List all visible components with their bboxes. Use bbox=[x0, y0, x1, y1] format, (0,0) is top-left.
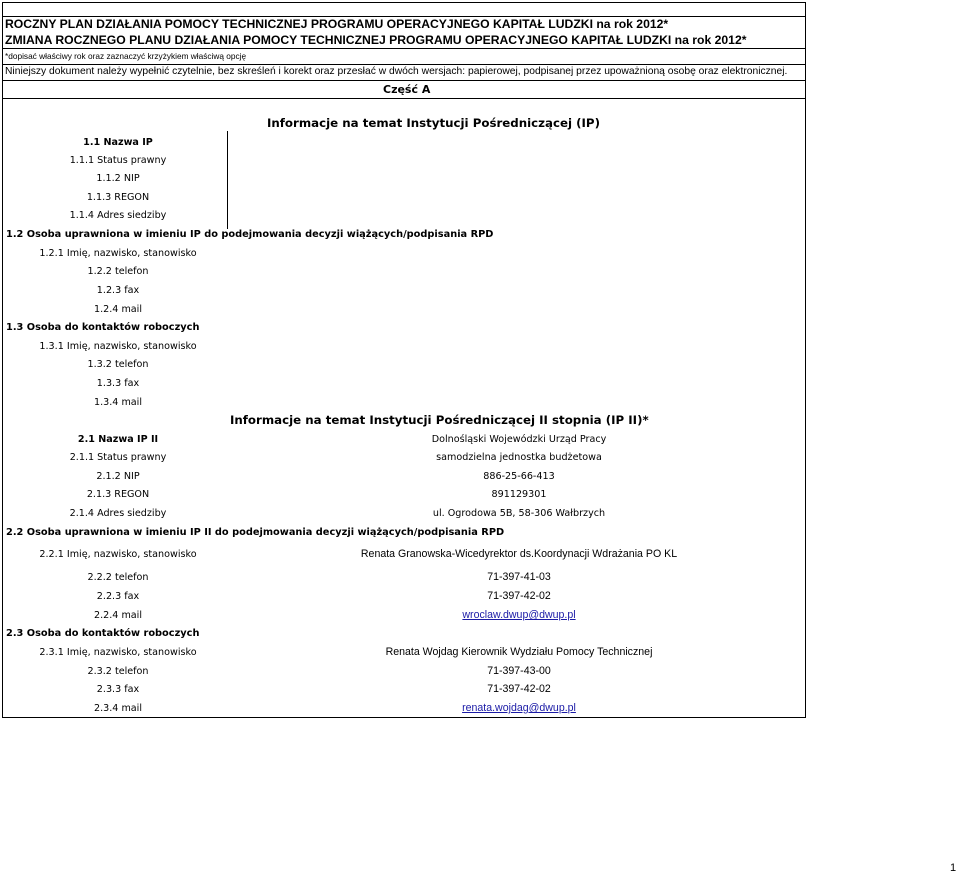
rule bbox=[3, 80, 805, 81]
ip2-regon-value: 891129301 bbox=[491, 489, 547, 500]
page-number: 1 bbox=[950, 862, 957, 874]
ip2-regon-label: 2.1.3 REGON bbox=[86, 489, 150, 500]
ip2-auth-phone-label: 2.2.2 telefon bbox=[87, 572, 149, 583]
rule bbox=[3, 98, 805, 99]
form-sheet bbox=[2, 2, 806, 718]
ip2-address-value: ul. Ogrodowa 5B, 58-306 Wałbrzych bbox=[432, 508, 606, 519]
ip2-contact-mail-cell bbox=[233, 702, 805, 714]
ip2-auth-fax-label: 2.2.3 fax bbox=[96, 591, 140, 602]
ip2-auth-name-label: 2.2.1 Imię, nazwisko, stanowisko bbox=[39, 549, 197, 560]
rule bbox=[3, 48, 805, 49]
ip-auth-fax-label: 1.2.3 fax bbox=[96, 285, 140, 296]
footnote: *dopisać właściwy rok oraz zaznaczyć krzyżykiem właściwą opcję bbox=[5, 51, 247, 61]
ip2-contact-fax-label: 2.3.3 fax bbox=[96, 684, 140, 695]
ip2-auth-mail-cell bbox=[233, 609, 805, 621]
ip-auth-phone-label: 1.2.2 telefon bbox=[87, 266, 149, 277]
ip2-contact-name-label: 2.3.1 Imię, nazwisko, stanowisko bbox=[39, 647, 197, 658]
ip2-auth-mail-label: 2.2.4 mail bbox=[93, 610, 142, 621]
ip2-nip-label: 2.1.2 NIP bbox=[96, 471, 140, 482]
ip-auth-title: 1.2 Osoba uprawniona w imieniu IP do podejmowania decyzji wiążących/podpisania RPD bbox=[6, 229, 494, 240]
ip-auth-mail-label: 1.2.4 mail bbox=[93, 304, 142, 315]
ip2-contact-title: 2.3 Osoba do kontaktów roboczych bbox=[6, 628, 200, 639]
ip2-auth-name-value: Renata Granowska-Wicedyrektor ds.Koordynacji Wdrażania PO KL bbox=[360, 548, 678, 560]
ip2-contact-mail-link[interactable]: renata.wojdag@dwup.pl bbox=[462, 702, 576, 714]
section-ip2-title: Informacje na temat Instytucji Pośredniczącej II stopnia (IP II)* bbox=[230, 413, 649, 427]
ip2-contact-phone-label: 2.3.2 telefon bbox=[87, 666, 149, 677]
ip-regon-label: 1.1.3 REGON bbox=[86, 192, 150, 203]
ip-contact-title: 1.3 Osoba do kontaktów roboczych bbox=[6, 322, 200, 333]
ip2-name-label: 2.1 Nazwa IP II bbox=[77, 434, 159, 445]
ip-name-label: 1.1 Nazwa IP bbox=[83, 137, 153, 148]
ip-contact-phone-label: 1.3.2 telefon bbox=[87, 359, 149, 370]
ip2-nip-value: 886-25-66-413 bbox=[483, 471, 555, 482]
ip2-auth-fax-value: 71-397-42-02 bbox=[487, 590, 551, 602]
section-ip-title: Informacje na temat Instytucji Pośredniczącej (IP) bbox=[267, 116, 600, 130]
ip-status-label: 1.1.1 Status prawny bbox=[69, 155, 167, 166]
ip2-name-value: Dolnośląski Wojewódzki Urząd Pracy bbox=[431, 434, 607, 445]
ip2-status-label: 2.1.1 Status prawny bbox=[69, 452, 167, 463]
document-title-amendment: ZMIANA ROCZNEGO PLANU DZIAŁANIA POMOCY TECHNICZNEJ PROGRAMU OPERACYJNEGO KAPITAŁ LUDZKI na rok 2012* bbox=[5, 33, 747, 47]
rule bbox=[3, 64, 805, 65]
ip2-auth-mail-link[interactable]: wroclaw.dwup@dwup.pl bbox=[462, 609, 576, 621]
ip2-contact-mail-label: 2.3.4 mail bbox=[93, 703, 142, 714]
ip2-contact-phone-value: 71-397-43-00 bbox=[487, 665, 551, 677]
ip2-status-value: samodzielna jednostka budżetowa bbox=[436, 452, 602, 463]
part-title: Część A bbox=[383, 83, 431, 96]
ip-contact-mail-label: 1.3.4 mail bbox=[93, 397, 142, 408]
ip2-auth-title: 2.2 Osoba uprawniona w imieniu IP II do podejmowania decyzji wiążących/podpisania RPD bbox=[6, 527, 505, 538]
ip2-contact-fax-value: 71-397-42-02 bbox=[487, 683, 551, 695]
ip-nip-label: 1.1.2 NIP bbox=[96, 173, 140, 184]
instruction-text: Niniejszy dokument należy wypełnić czytelnie, bez skreśleń i korekt oraz przesłać w dwóch wersjach: papierowej, podpisanej przez upoważnioną osobę oraz elektronicznej. bbox=[5, 66, 788, 77]
ip2-auth-phone-value: 71-397-41-03 bbox=[487, 571, 551, 583]
document-title: ROCZNY PLAN DZIAŁANIA POMOCY TECHNICZNEJ PROGRAMU OPERACYJNEGO KAPITAŁ LUDZKI na rok 2012* bbox=[5, 17, 669, 31]
ip-address-label: 1.1.4 Adres siedziby bbox=[69, 210, 167, 221]
ip2-address-label: 2.1.4 Adres siedziby bbox=[69, 508, 167, 519]
ip-contact-name-label: 1.3.1 Imię, nazwisko, stanowisko bbox=[39, 341, 197, 352]
rule-top bbox=[3, 2, 805, 3]
ip-contact-fax-label: 1.3.3 fax bbox=[96, 378, 140, 389]
ip-auth-name-label: 1.2.1 Imię, nazwisko, stanowisko bbox=[39, 248, 197, 259]
ip2-contact-name-value: Renata Wojdag Kierownik Wydziału Pomocy Technicznej bbox=[385, 646, 653, 658]
